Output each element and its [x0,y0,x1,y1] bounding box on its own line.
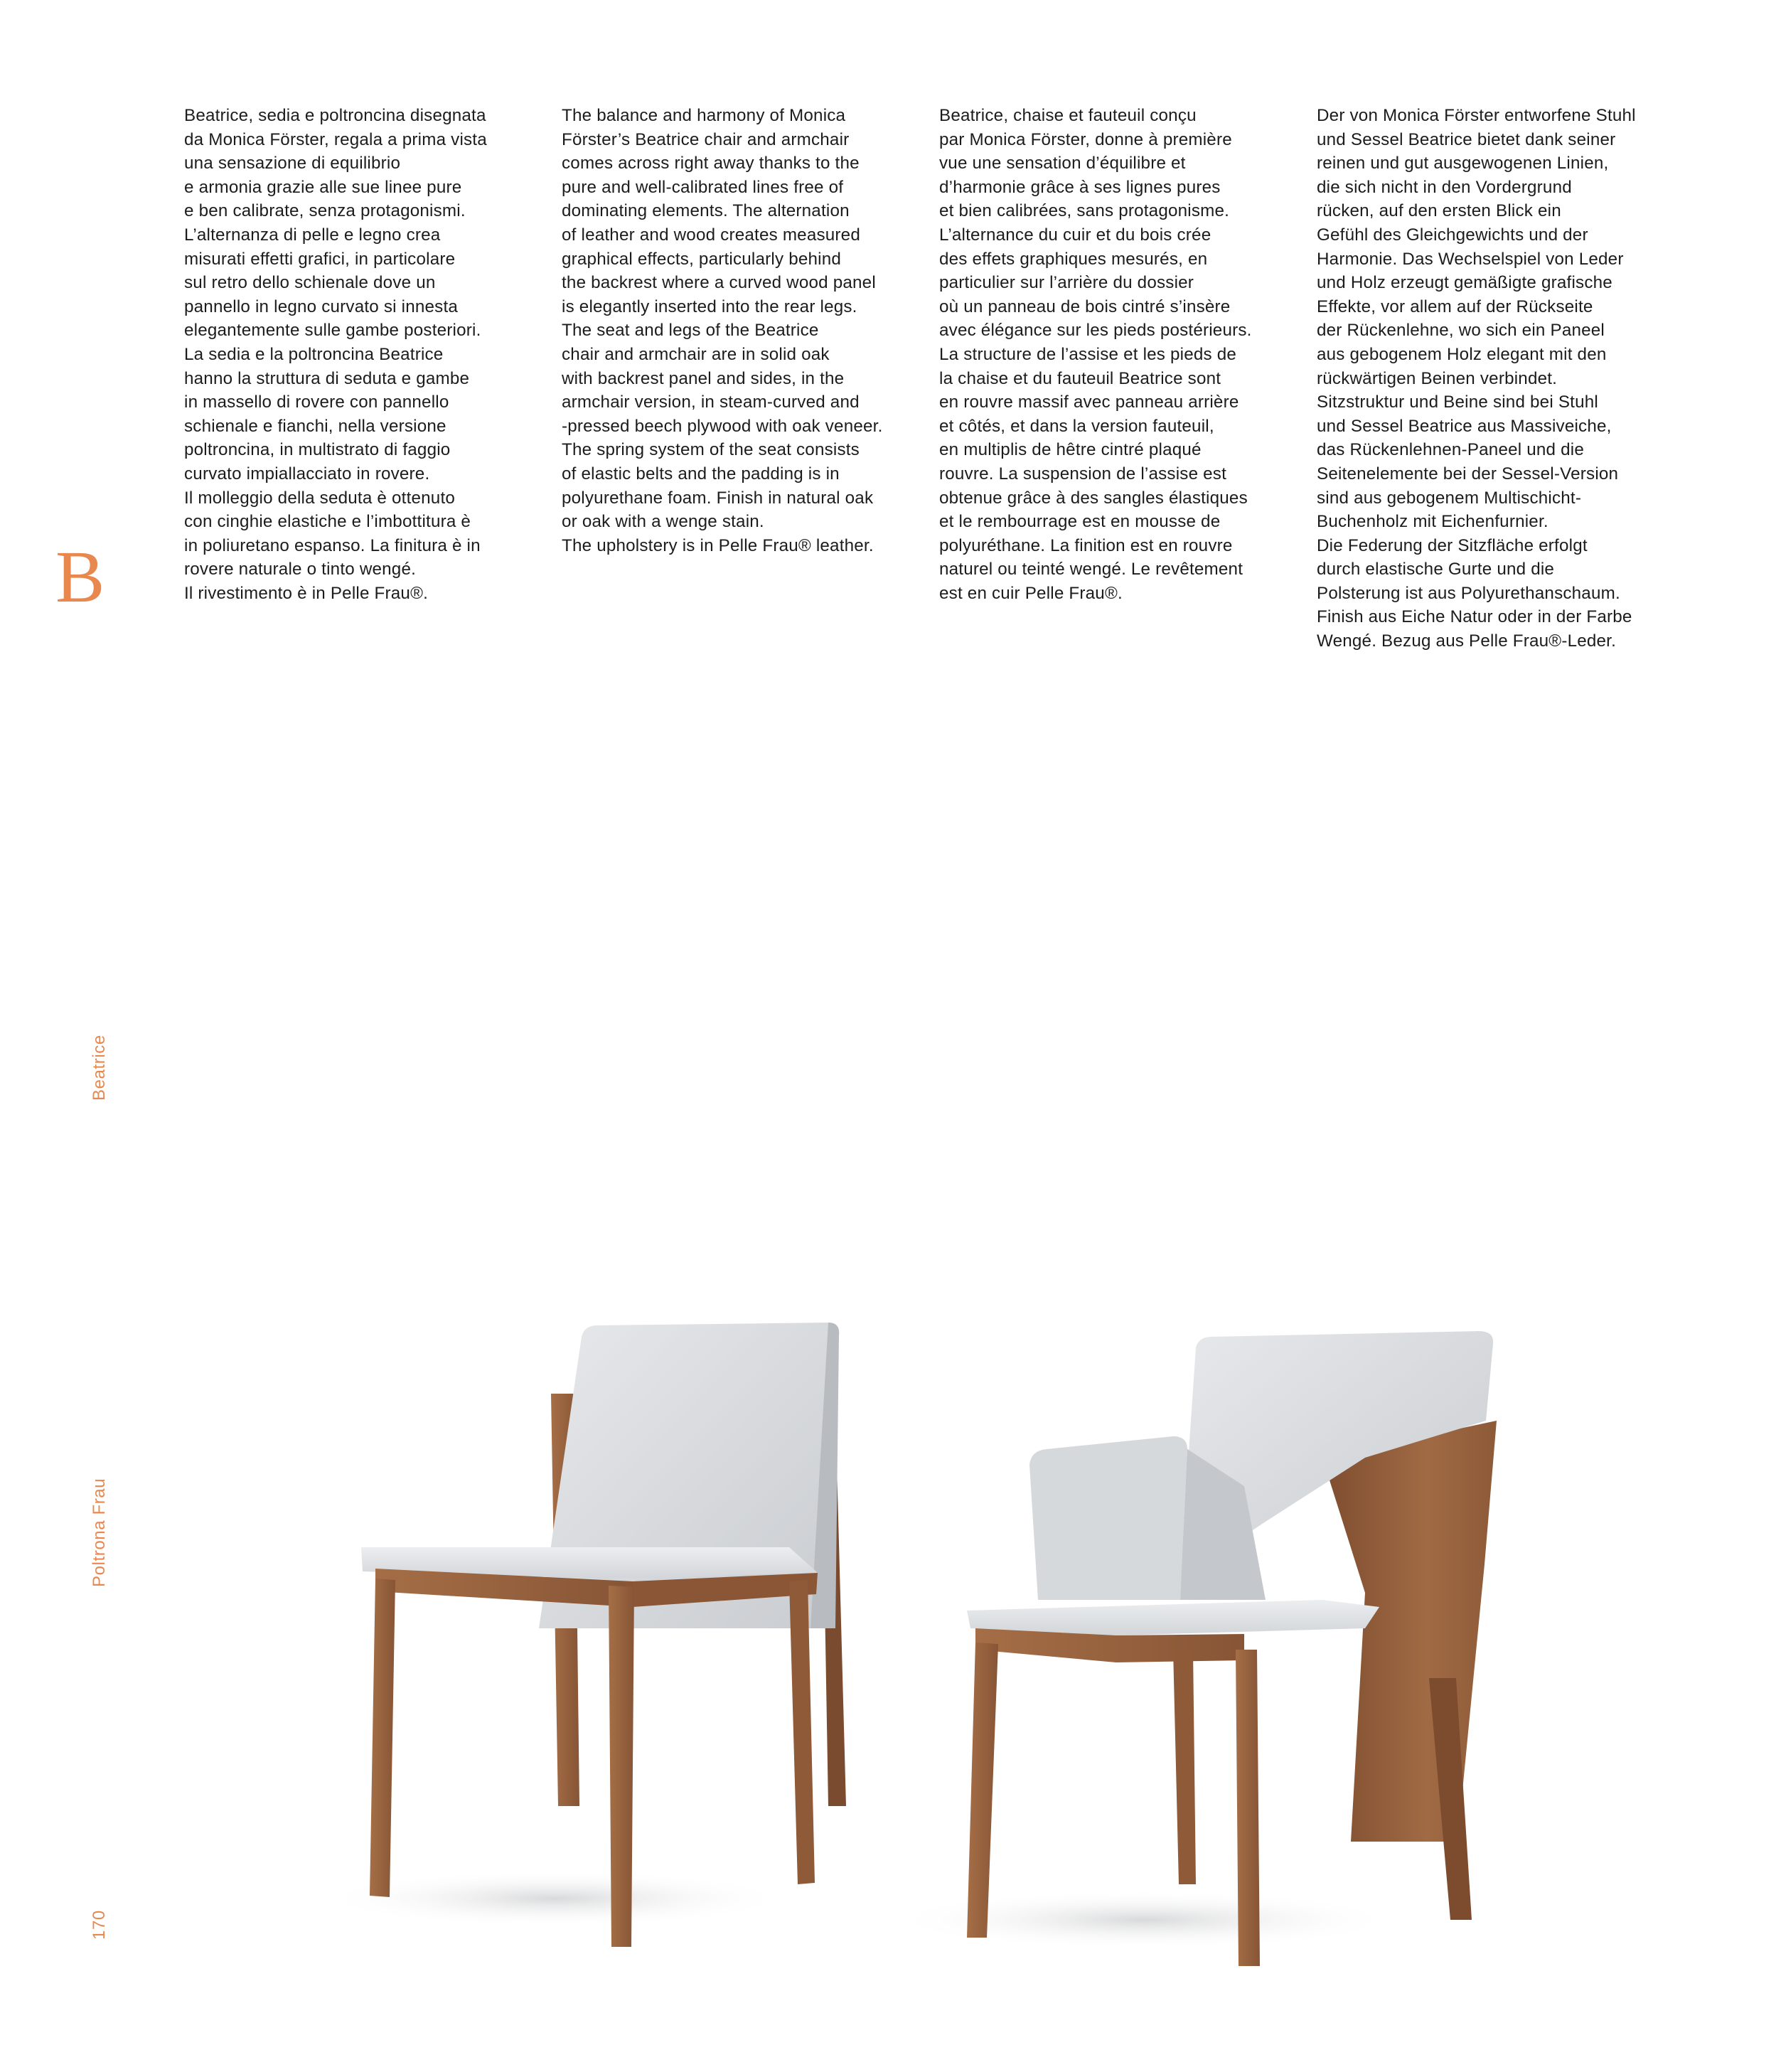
section-initial-letter: B [55,536,105,618]
product-photo-chairs [299,1294,1550,1977]
text-column-french: Beatrice, chaise et fauteuil conçu par Monica Förster, donne à première vue une sensation d’équilibre et d’harmonie grâce à ses lignes pures et bien calibrées, sans protagonisme. L’alternance du cuir et du bois crée des effets graphiques mesurés, en particulier sur l’arrière du dossier où un panneau de bois cintré s’insère avec élégance sur les pieds postérieurs. La structure de l’assise et les pieds de la chaise et du fauteuil Beatrice sont en rouvre massif avec panneau arrière et côtés, et dans la version fauteuil, en multiplis de hêtre cintré plaqué rouvre. La suspension de l’assise est obtenue grâce à des sangles élastiques et le rembourrage est en mousse de polyuréthane. La finition est en rouvre naturel ou teinté wengé. Le revêtement est en cuir Pelle Frau®. [939,106,1252,603]
side-label-brand: Poltrona Frau [90,1478,109,1587]
text-column-english: The balance and harmony of Monica Förster’s Beatrice chair and armchair comes across right away thanks to the pure and well-calibrated lines free of dominating elements. The alternation of leather and wood creates measured graphical effects, particularly behind the backrest where a curved wood panel is elegantly inserted into the rear legs. The seat and legs of the Beatrice chair and armchair are in solid oak with backrest panel and sides, in the armchair version, in steam-curved and -pressed beech plywood with oak veneer. The spring system of the seat consists of elastic belts and the padding is in polyurethane foam. Finish in natural oak or oak with a wenge stain. The upholstery is in Pelle Frau® leather. [562,106,883,555]
page-number: 170 [90,1910,109,1940]
side-label-product: Beatrice [90,1035,109,1101]
side-chair [320,1323,846,1947]
text-column-italian: Beatrice, sedia e poltroncina disegnata da Monica Förster, regala a prima vista una sensazione di equilibrio e armonia grazie alle sue linee pure e ben calibrate, senza protagonismi. L’alternanza di pelle e legno crea misurati effetti grafici, in particolare sul retro dello schienale dove un pannello in legno curvato si innesta elegantemente sulle gambe posteriori. La sedia e la poltroncina Beatrice hanno la struttura di seduta e gambe in massello di rovere con pannello schienale e fianchi, nella versione poltroncina, in multistrato di faggio curvato impiallacciato in rovere. Il molleggio della seduta è ottenuto con cinghie elastiche e l’imbottitura è in poliuretano espanso. La finitura è in rovere naturale o tinto wengé. Il rivestimento è in Pelle Frau®. [184,106,487,603]
armchair [889,1331,1497,1966]
text-column-german: Der von Monica Förster entworfene Stuhl und Sessel Beatrice bietet dank seiner reinen und gut ausgewogenen Linien, die sich nicht in den Vordergrund rücken, auf den ersten Blick ein Gefühl des Gleichgewichts und der Harmonie. Das Wechselspiel von Leder und Holz erzeugt gemäßigte grafische Effekte, vor allem auf der Rückseite der Rückenlehne, wo sich ein Paneel aus gebogenem Holz elegant mit den rückwärtigen Beinen verbindet. Sitzstruktur und Beine sind bei Stuhl und Sessel Beatrice aus Massiveiche, das Rückenlehnen-Paneel und die Seitenelemente bei der Sessel-Version sind aus gebogenem Multischicht- Buchenholz mit Eichenfurnier. Die Federung der Sitzfläche erfolgt durch elastische Gurte und die Polsterung ist aus Polyurethanschaum. Finish aus Eiche Natur oder in der Farbe Wengé. Bezug aus Pelle Frau®-Leder. [1317,106,1636,651]
